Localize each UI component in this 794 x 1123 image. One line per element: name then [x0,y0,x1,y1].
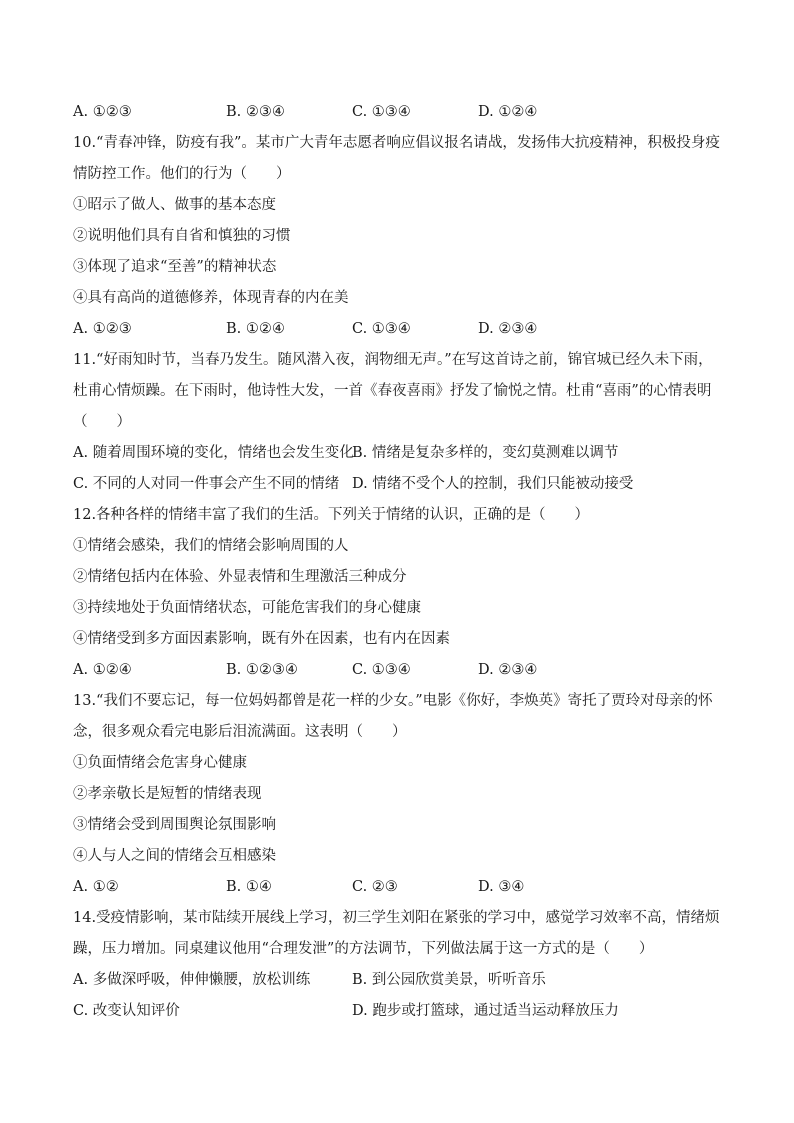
q11-options-row1 [73,443,733,463]
q12-statement-2: ②情绪包括内在体验、外显表情和生理激活三种成分 [73,569,407,585]
q11-option-d: D. 情绪不受个人的控制，我们只能被动接受 [352,476,634,492]
q11-stem-line3: （ ） [73,414,131,430]
q11-option-c: C. 不同的人对同一件事会产生不同的情绪 [73,476,340,492]
q9-option-d: D. ①②④ [478,104,538,120]
q11-option-b: B. 情绪是复杂多样的，变幻莫测难以调节 [352,445,619,461]
q9-options [73,102,733,122]
q14-stem-line1: 14.受疫情影响，某市陆续开展线上学习，初三学生刘阳在紧张的学习中，感觉学习效率不高，情绪烦 [73,910,720,926]
q14-stem-line2: 躁，压力增加。同桌建议他用“合理发泄”的方法调节，下列做法属于这一方式的是（ ） [73,941,654,957]
q13-stem-line2: 念，很多观众看完电影后泪流满面。这表明（ ） [73,724,407,740]
q9-option-a: A. ①②③ [73,104,132,120]
q12-option-a: A. ①②④ [73,662,132,678]
q11-options-row2 [73,474,733,494]
q14-option-b: B. 到公园欣赏美景，听听音乐 [352,972,546,988]
q13-option-d: D. ③④ [478,879,525,895]
q10-statement-1: ①昭示了做人、做事的基本态度 [73,197,276,213]
q13-statement-1: ①负面情绪会危害身心健康 [73,755,247,771]
q14-options-row2 [73,1001,733,1021]
q12-option-c: C. ①③④ [352,662,411,678]
q10-option-a: A. ①②③ [73,321,132,337]
q11-option-a: A. 随着周围环境的变化，情绪也会发生变化 [73,445,354,461]
q12-stem-line1: 12.各种各样的情绪丰富了我们的生活。下列关于情绪的认识，正确的是（ ） [73,507,590,523]
q11-stem-line1: 11.“好雨知时节，当春乃发生。随风潜入夜，润物细无声。”在写这首诗之前，锦官城已经久未下雨， [73,352,713,368]
q13-options [73,877,733,897]
q10-statement-3: ③体现了追求“至善”的精神状态 [73,259,277,275]
q12-option-b: B. ①②③④ [226,662,298,678]
q12-statement-4: ④情绪受到多方面因素影响，既有外在因素，也有内在因素 [73,631,450,647]
q13-statement-2: ②孝亲敬长是短暂的情绪表现 [73,786,262,802]
q10-option-c: C. ①③④ [352,321,411,337]
q10-statement-2: ②说明他们具有自省和慎独的习惯 [73,228,291,244]
q13-option-b: B. ①④ [226,879,272,895]
q14-option-d: D. 跑步或打篮球，通过适当运动释放压力 [352,1003,619,1019]
q13-stem-line1: 13.“我们不要忘记，每一位妈妈都曾是花一样的少女。”电影《你好，李焕英》寄托了贾玲对母亲的怀 [73,693,713,709]
q14-option-a: A. 多做深呼吸，伸伸懒腰，放松训练 [73,972,311,988]
q12-option-d: D. ②③④ [478,662,538,678]
q13-option-a: A. ①② [73,879,119,895]
q11-stem-line2: 杜甫心情烦躁。在下雨时，他诗性大发，一首《春夜喜雨》抒发了愉悦之情。杜甫“喜雨”的心情表明 [73,383,712,399]
q10-options [73,319,733,339]
q10-statement-4: ④具有高尚的道德修养，体现青春的内在美 [73,290,349,306]
q10-option-d: D. ②③④ [478,321,538,337]
q9-option-b: B. ②③④ [226,104,285,120]
q12-statement-1: ①情绪会感染，我们的情绪会影响周围的人 [73,538,349,554]
q9-option-c: C. ①③④ [352,104,411,120]
q10-option-b: B. ①②④ [226,321,285,337]
q13-option-c: C. ②③ [352,879,398,895]
q12-options [73,660,733,680]
q14-option-c: C. 改变认知评价 [73,1003,180,1019]
q12-statement-3: ③持续地处于负面情绪状态，可能危害我们的身心健康 [73,600,421,616]
q13-statement-4: ④人与人之间的情绪会互相感染 [73,848,276,864]
q10-stem-line1: 10.“青春冲锋，防疫有我”。某市广大青年志愿者响应倡议报名请战，发扬伟大抗疫精神，积极投身疫 [73,135,720,151]
q10-stem-line2: 情防控工作。他们的行为（ ） [73,166,291,182]
q14-options-row1 [73,970,733,990]
q13-statement-3: ③情绪会受到周围舆论氛围影响 [73,817,276,833]
